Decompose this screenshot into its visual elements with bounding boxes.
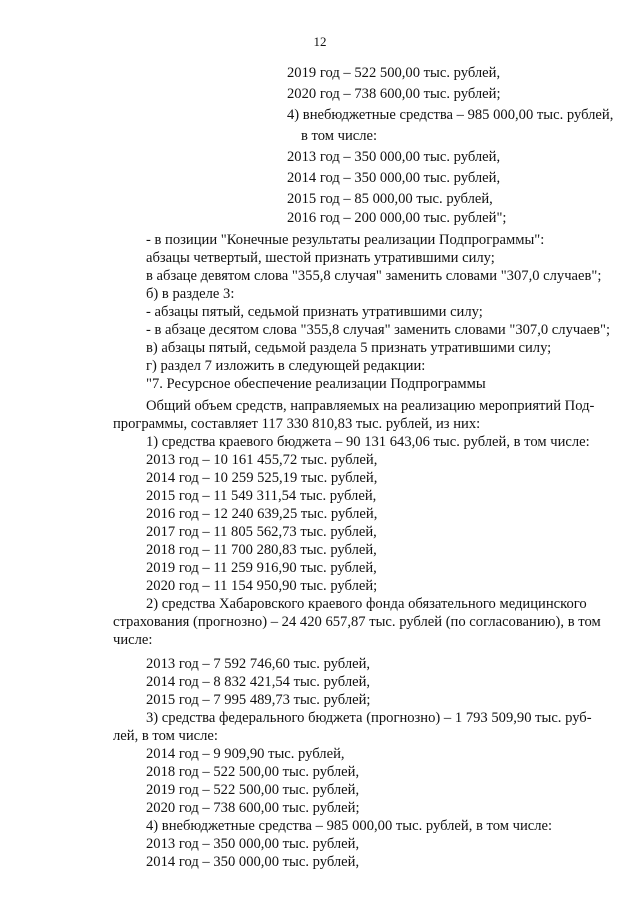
text-line: 2018 год – 522 500,00 тыс. рублей, [146,764,360,780]
text-line: г) раздел 7 изложить в следующей редакции: [146,358,426,374]
text-line: 2) средства Хабаровского краевого фонда обязательного медицинского [146,596,587,612]
text-line: 2014 год – 350 000,00 тыс. рублей, [287,170,501,186]
text-line: числе: [113,632,153,648]
text-line: 2016 год – 200 000,00 тыс. рублей"; [287,210,507,226]
text-line: 2015 год – 85 000,00 тыс. рублей, [287,191,493,207]
text-line: 2019 год – 11 259 916,90 тыс. рублей, [146,560,377,576]
text-line: 2013 год – 350 000,00 тыс. рублей, [146,836,360,852]
text-line: 3) средства федерального бюджета (прогнозно) – 1 793 509,90 тыс. руб- [146,710,592,726]
text-line: страхования (прогнозно) – 24 420 657,87 тыс. рублей (по согласованию), в том [113,614,601,630]
text-line: лей, в том числе: [113,728,218,744]
text-line: 2017 год – 11 805 562,73 тыс. рублей, [146,524,377,540]
text-line: 2020 год – 11 154 950,90 тыс. рублей; [146,578,378,594]
text-line: 2013 год – 10 161 455,72 тыс. рублей, [146,452,378,468]
section-heading: "7. Ресурсное обеспечение реализации Подпрограммы [146,376,486,392]
text-line: 2013 год – 350 000,00 тыс. рублей, [287,149,501,165]
text-line: 2018 год – 11 700 280,83 тыс. рублей, [146,542,377,558]
text-line: 2014 год – 350 000,00 тыс. рублей, [146,854,360,870]
text-line: - в позиции "Конечные результаты реализации Подпрограммы": [146,232,545,248]
text-line: 2016 год – 12 240 639,25 тыс. рублей, [146,506,378,522]
text-line: абзацы четвертый, шестой признать утратившими силу; [146,250,495,266]
text-line: 4) внебюджетные средства – 985 000,00 тыс. рублей, [287,107,614,123]
text-line: б) в разделе 3: [146,286,235,302]
text-line: 2014 год – 10 259 525,19 тыс. рублей, [146,470,378,486]
text-line: 2020 год – 738 600,00 тыс. рублей; [287,86,501,102]
page-number: 12 [313,34,327,49]
text-line: 2019 год – 522 500,00 тыс. рублей, [146,782,360,798]
text-line: в том числе: [301,128,378,144]
text-line: 2020 год – 738 600,00 тыс. рублей; [146,800,360,816]
text-line: Общий объем средств, направляемых на реализацию мероприятий Под- [146,398,595,414]
text-line: 2015 год – 11 549 311,54 тыс. рублей, [146,488,377,504]
text-line: программы, составляет 117 330 810,83 тыс. рублей, из них: [113,416,481,432]
text-line: 2014 год – 8 832 421,54 тыс. рублей, [146,674,371,690]
text-line: в) абзацы пятый, седьмой раздела 5 признать утратившими силу; [146,340,552,356]
text-line: 4) внебюджетные средства – 985 000,00 тыс. рублей, в том числе: [146,818,553,834]
text-line: 2014 год – 9 909,90 тыс. рублей, [146,746,345,762]
text-line: 2019 год – 522 500,00 тыс. рублей, [287,65,501,81]
text-line: 2015 год – 7 995 489,73 тыс. рублей; [146,692,371,708]
text-line: - в абзаце десятом слова "355,8 случая" заменить словами "307,0 случаев"; [146,322,611,338]
text-line: 2013 год – 7 592 746,60 тыс. рублей, [146,656,371,672]
text-line: 1) средства краевого бюджета – 90 131 643,06 тыс. рублей, в том числе: [146,434,590,450]
text-line: - абзацы пятый, седьмой признать утратившими силу; [146,304,483,320]
text-line: в абзаце девятом слова "355,8 случая" заменить словами "307,0 случаев"; [146,268,602,284]
